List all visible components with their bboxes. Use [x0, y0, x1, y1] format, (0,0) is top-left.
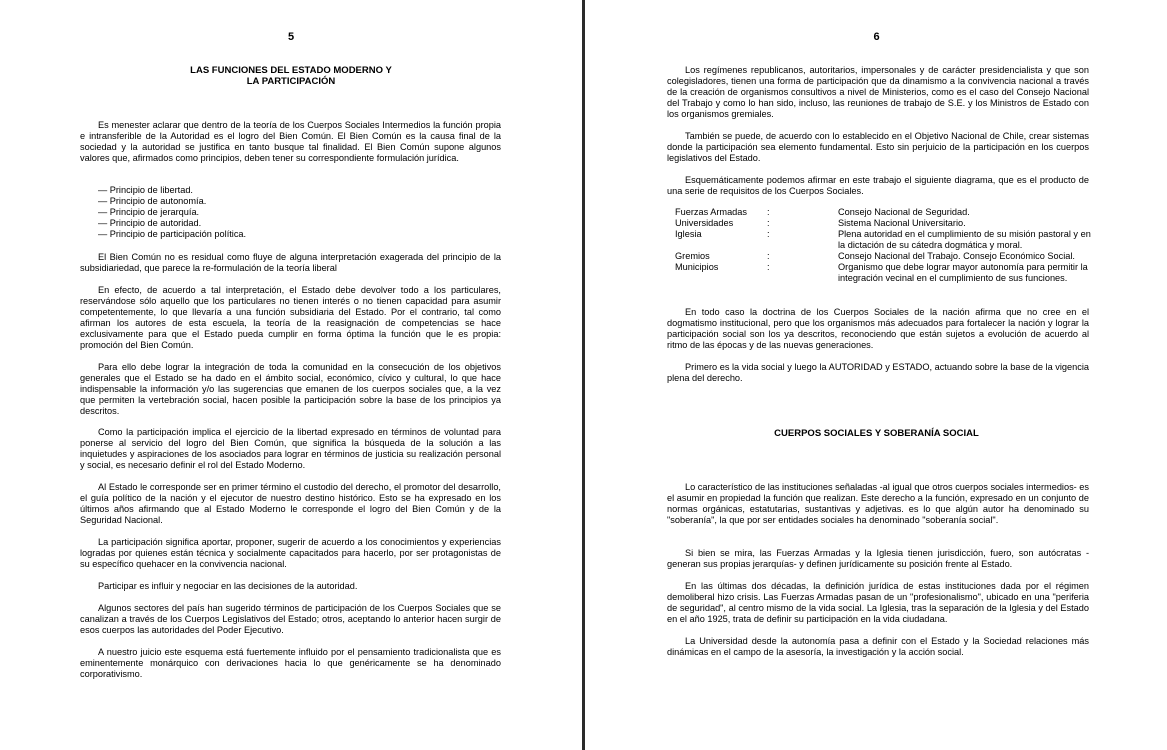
paragraph: Es menester aclarar que dentro de la teoría de los Cuerpos Sociales Intermedios la función propia e intransferible de la Autoridad es el logro del Bien Común. El Bien Común es la causa final de la sociedad y la autoridad se justifica en tanto busque tal finalidad. El Bien Común supone algunos valores que, afirmados como principios, deben tener su correspondiente formulación jurídica.: [80, 120, 501, 163]
org-row: [675, 262, 1093, 284]
paragraph: Como la participación implica el ejercicio de la libertad expresado en términos de voluntad para ponerse al servicio del logro del Bien Común, que significa la búsqueda de la solución a las inquietudes y aspiraciones de los asociados para lograr en términos de justicia su realización personal y social, es necesario definir el rol del Estado Moderno.: [80, 427, 501, 470]
list-item: — Principio de jerarquía.: [98, 207, 200, 217]
page-divider: [582, 0, 585, 750]
paragraph: En todo caso la doctrina de los Cuerpos Sociales de la nación afirma que no cree en el dogmatismo institucional, pero que los organismos más adecuados para fortalecer la nación y lograr la participación social son los ya descritos, reconociendo que están sujetos a evolución de acuerdo al ritmo de las épocas y de las nuevas generaciones.: [667, 307, 1089, 350]
page-number: 6: [873, 31, 880, 43]
org-separator: :: [767, 218, 770, 228]
org-desc: Sistema Nacional Universitario.: [838, 218, 966, 228]
org-desc: Consejo Nacional del Trabajo. Consejo Económico Social.: [838, 251, 1075, 261]
org-desc: Plena autoridad en el cumplimiento de su misión pastoral y en la dictación de su cátedra dogmática y moral.: [838, 229, 1091, 250]
paragraph: Al Estado le corresponde ser en primer término el custodio del derecho, el promotor del desarrollo, el guía político de la nación y el ejecutor de nuestro destino histórico. Esto se ha expresado en los últimos años afirmando que al Estado Moderno le corresponde el logro del Bien Común y de la Seguridad Nacional.: [80, 482, 501, 525]
paragraph: Si bien se mira, las Fuerzas Armadas y la Iglesia tienen jurisdicción, fuero, son autócratas - generan sus propias jerarquías- y definen jurídicamente su posición frente al Estado.: [667, 548, 1089, 569]
page-5: [0, 0, 582, 750]
org-separator: :: [767, 229, 770, 239]
org-separator: :: [767, 262, 770, 272]
paragraph: El Bien Común no es residual como fluye de alguna interpretación exagerada del principio de la subsidiariedad, que parece la re-formulación de la teoría liberal: [80, 252, 501, 273]
heading-line-1: LAS FUNCIONES DEL ESTADO MODERNO Y: [190, 65, 392, 76]
org-separator: :: [767, 207, 770, 217]
org-name: Universidades: [675, 218, 734, 228]
page-number: 5: [287, 31, 295, 43]
paragraph: A nuestro juicio este esquema está fuertemente influido por el pensamiento tradicionalista que es eminentemente monárquico con derivaciones hacia lo que genéricamente se ha denominado corporativismo.: [80, 647, 501, 679]
paragraph: Lo característico de las instituciones señaladas -al igual que otros cuerpos sociales intermedios- es el asumir en propiedad la función que realizan. Este derecho a la función, expresado en un conjunto de normas orgánicas, estatutarias, sustantivas y adjetivas. es lo que algún autor ha denominado su "soberanía", la que por ser entidades sociales ha denominado "soberanía social".: [667, 482, 1089, 525]
organizations-diagram: [675, 207, 1093, 284]
list-item: — Principio de autonomía.: [98, 196, 207, 206]
paragraph: También se puede, de acuerdo con lo establecido en el Objetivo Nacional de Chile, crear sistemas donde la participación sea elemento fundamental. Esto sin perjuicio de la participación en los cuerpos legislativos del Estado.: [667, 131, 1089, 163]
org-row: [675, 229, 1093, 251]
paragraph: Primero es la vida social y luego la AUTORIDAD y ESTADO, actuando sobre la base de la vigencia plena del derecho.: [667, 362, 1089, 383]
paragraph: Algunos sectores del país han sugerido términos de participación de los Cuerpos Sociales que se canalizan a través de los Cuerpos Legislativos del Estado; otros, aceptando lo anterior hacen surgir de esos cuerpos las autoridades del Poder Ejecutivo.: [80, 603, 501, 635]
section-heading: CUERPOS SOCIALES Y SOBERANÍA SOCIAL: [774, 428, 979, 439]
page-6: [586, 0, 1167, 750]
paragraph: Para ello debe lograr la integración de toda la comunidad en la consecución de los objetivos generales que el Estado se ha dado en el ámbito social, económico, cívico y cultural, lo que hace indispensable la información y/o las sugerencias que emanen de los cuerpos sociales que, a la vez que permiten la vertebración social, hacen posible la participación sobre la base de los principios ya descritos.: [80, 362, 501, 416]
org-desc: Organismo que debe lograr mayor autonomía para permitir la integración vecinal en el cumplimiento de sus funciones.: [838, 262, 1088, 283]
org-desc: Consejo Nacional de Seguridad.: [838, 207, 970, 217]
heading-line-2: LA PARTICIPACIÓN: [246, 76, 336, 87]
org-row: [675, 207, 1093, 218]
list-item: — Principio de participación política.: [98, 229, 247, 239]
paragraph: Participar es influir y negociar en las decisiones de la autoridad.: [98, 581, 358, 591]
paragraph: La Universidad desde la autonomía pasa a definir con el Estado y la Sociedad relaciones más dinámicas en el campo de la asesoría, la investigación y la acción social.: [667, 636, 1089, 657]
org-name: Gremios: [675, 251, 710, 261]
paragraph: La participación significa aportar, proponer, sugerir de acuerdo a los conocimientos y experiencias logradas por quienes están técnica y socialmente capacitados para hacerlo, por ser protagonistas de su específico quehacer en la convivencia nacional.: [80, 537, 501, 569]
org-row: [675, 218, 1093, 229]
paragraph: En las últimas dos décadas, la definición jurídica de estas instituciones dada por el régimen demoliberal hizo crisis. Las Fuerzas Armadas pasan de un "profesionalismo", ubicado en una "periferia de seguridad", al centro mismo de la vida social. La Iglesia, tras la separación de la Iglesia y del Estado en el año 1925, trata de definir su participación en la vida ciudadana.: [667, 581, 1089, 624]
paragraph: En efecto, de acuerdo a tal interpretación, el Estado debe devolver todo a los particulares, reservándose sólo aquello que los particulares no tienen interés o no tienen capacidad para asumir competentemente, lo que llevaría a una función subsidiaria del Estado. Por el contrario, tal como afirman los autores de esta escuela, la teoría de la reasignación de competencias se hace exclusivamente para que el Estado pueda cumplir en forma óptima la función que le es propia: promoción del Bien Común.: [80, 285, 501, 350]
paragraph: Esquemáticamente podemos afirmar en este trabajo el siguiente diagrama, que es el producto de una serie de requisitos de los Cuerpos Sociales.: [667, 175, 1089, 196]
list-item: — Principio de libertad.: [98, 185, 193, 195]
org-name: Municipios: [675, 262, 719, 272]
org-separator: :: [767, 251, 770, 261]
org-row: [675, 251, 1093, 262]
section-heading: [0, 65, 582, 87]
org-name: Fuerzas Armadas: [675, 207, 747, 217]
org-name: Iglesia: [675, 229, 702, 239]
principles-list: [98, 185, 246, 240]
list-item: — Principio de autoridad.: [98, 218, 202, 228]
paragraph: Los regímenes republicanos, autoritarios, impersonales y de carácter presidencialista y que son colegisladores, tienen una forma de participación que da dinamismo a la convivencia nacional a través de la creación de organismos consultivos a nivel de Ministerios, como es el caso del Consejo Nacional del Trabajo y como lo han sido, incluso, las reuniones de trabajo de S.E. y los Ministros de Estado con los organismos gremiales.: [667, 65, 1089, 119]
